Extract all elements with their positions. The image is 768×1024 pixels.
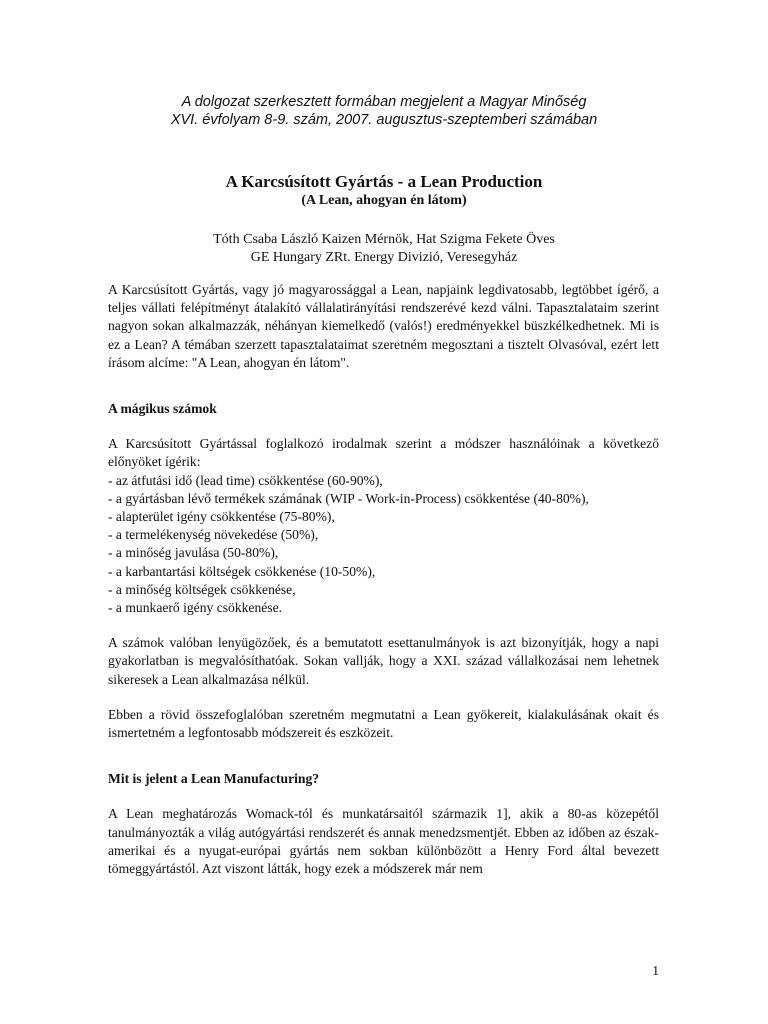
document-body: [108, 281, 659, 878]
benefits-list: [108, 472, 659, 618]
list-item: - a karbantartási költségek csökkenése (10-50%),: [108, 563, 376, 579]
document-title: A Karcsúsított Gyártás - a Lean Production: [225, 172, 543, 191]
publication-note-line-2: XVI. évfolyam 8-9. szám, 2007. augusztus-szeptemberi számában: [170, 112, 598, 128]
list-item: - az átfutási idő (lead time) csökkentése (60-90%),: [108, 472, 383, 488]
spacer: [108, 742, 659, 770]
summary-paragraph: Ebben a rövid összefoglalóban szeretném megmutatni a Lean gyökereit, kialakulásának okait és ismertetném a legfontosabb módszereit és eszközeit.: [108, 706, 659, 741]
intro-paragraph: A Karcsúsított Gyártás, vagy jó magyarossággal a Lean, napjaink legdivatosabb, legtöbbet ígérő, a teljes vállati felépítményt átalakító vállalatirányítási rendszerévé kezd válni. Tapasztalataim szerint nagyon sokan alkalmazzák, néhányan kiemelkedő (valós!) eredményekkel büszkélkedhetnek. Mi is ez a Lean? A témában szerzett tapasztalataimat szeretném megosztani a tisztelt Olvasóval, ezért lett írásom alcíme: "A Lean, ahogyan én látom".: [108, 282, 659, 370]
spacer: [108, 418, 659, 435]
spacer: [108, 788, 659, 805]
section-heading-magic-numbers: A mágikus számok: [108, 401, 217, 417]
publication-note: [0, 93, 768, 129]
document-subtitle: (A Lean, ahogyan én látom): [301, 193, 467, 208]
list-item: - a gyártásban lévő termékek számának (WIP - Work-in-Process) csökkentése (40-80%),: [108, 490, 589, 506]
list-item: - a minőség javulása (50-80%),: [108, 545, 279, 561]
page-number: 1: [652, 963, 659, 978]
list-item: - a minőség költségek csökkenése,: [108, 581, 296, 597]
spacer: [108, 689, 659, 706]
lean-definition-paragraph: A Lean meghatározás Womack-tól és munkatársaitól származik 1], akik a 80-as közepétől tanulmányozták a világ autógyártási rendszerét és annak menedzsmentjét. Ebben az időben az észak-amerikai és a nyugat-európai gyártás nem sokban különbözött a Henry Ford által bevezett tömeggyártástól. Azt viszont látták, hogy ezek a módszerek már nem: [108, 806, 659, 877]
list-item: - a munkaerő igény csökkenése.: [108, 600, 283, 616]
spacer: [108, 372, 659, 400]
author-line-2: GE Hungary ZRt. Energy Divizió, Veresegyház: [250, 250, 518, 265]
list-item: - alapterület igény csökkentése (75-80%),: [108, 509, 335, 525]
publication-note-line-1: A dolgozat szerkesztett formában megjelent a Magyar Minőség: [181, 94, 587, 110]
numbers-paragraph: A számok valóban lenyügözőek, és a bemutatott esettanulmányok is azt bizonyítják, hogy a napi gyakorlatban is megvalósíthatóak. Sokan vallják, hogy a XXI. század vállalkozásai nem lehetnek sikeresek a Lean alkalmazása nélkül.: [108, 635, 659, 687]
author-block: [0, 231, 768, 267]
title-block: [0, 172, 768, 209]
spacer: [108, 617, 659, 634]
list-item: - a termelékenység növekedése (50%),: [108, 527, 319, 543]
author-line-1: Tóth Csaba László Kaizen Mérnök, Hat Szigma Fekete Öves: [213, 232, 555, 247]
section-heading-lean-manufacturing: Mit is jelent a Lean Manufacturing?: [108, 771, 320, 787]
benefits-lead: A Karcsúsított Gyártással foglalkozó irodalmak szerint a módszer használóinak a következő előnyöket ígérik:: [108, 436, 659, 470]
